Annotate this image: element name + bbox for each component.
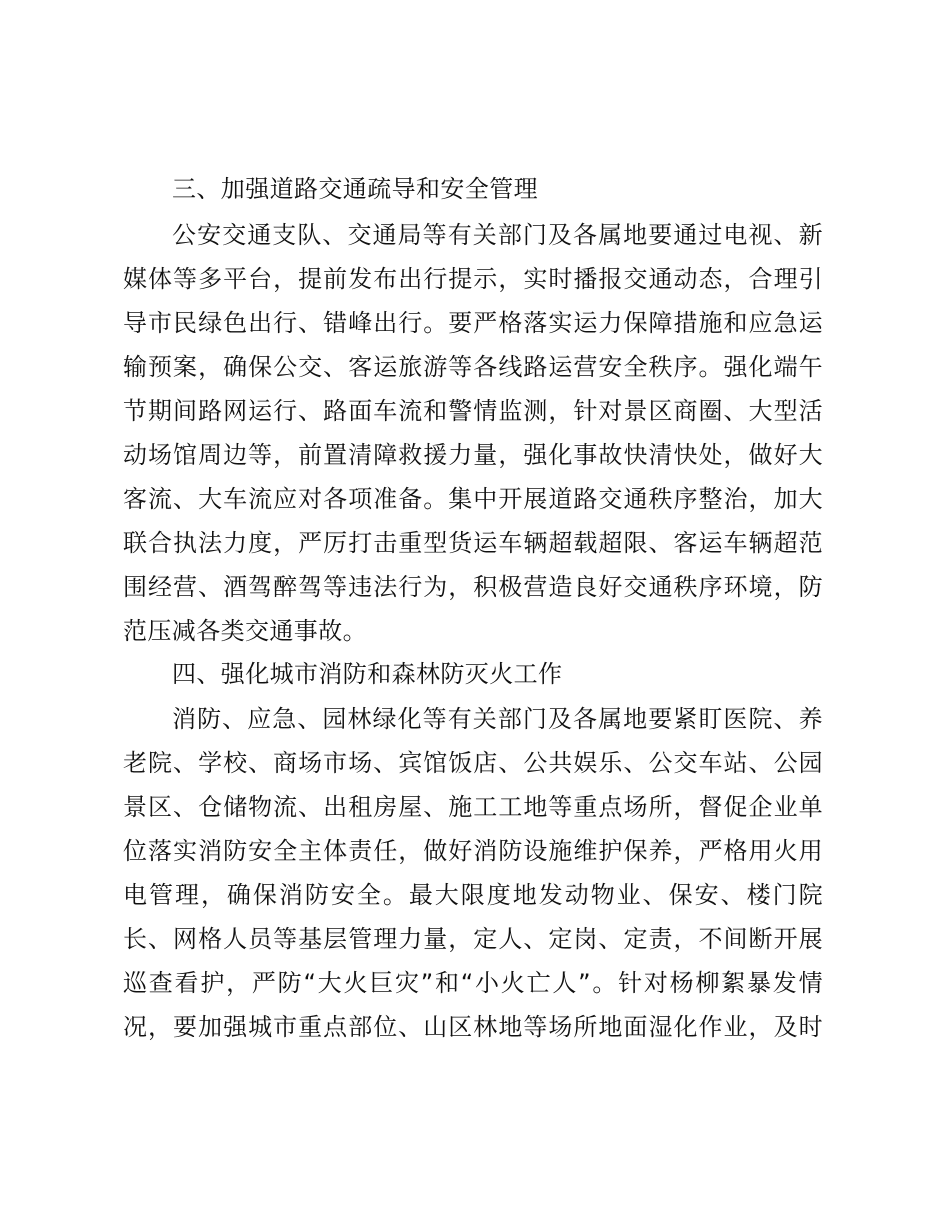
paragraph-line: 媒体等多平台，提前发布出行提示，实时播报交通动态，合理引 <box>123 265 823 293</box>
paragraph-line: 范压减各类交通事故。 <box>123 617 367 645</box>
paragraph-line: 围经营、酒驾醉驾等违法行为，积极营造良好交通秩序环境，防 <box>123 573 823 601</box>
paragraph-line: 公安交通支队、交通局等有关部门及各属地要通过电视、新 <box>172 221 823 249</box>
paragraph-line: 导市民绿色出行、错峰出行。要严格落实运力保障措施和应急运 <box>123 309 823 337</box>
paragraph-line: 消防、应急、园林绿化等有关部门及各属地要紧盯医院、养 <box>172 705 823 733</box>
paragraph-line: 位落实消防安全主体责任，做好消防设施维护保养，严格用火用 <box>123 837 823 865</box>
section-4-heading: 四、强化城市消防和森林防灭火工作 <box>172 660 563 688</box>
paragraph-line: 客流、大车流应对各项准备。集中开展道路交通秩序整治，加大 <box>123 485 823 513</box>
paragraph-line: 动场馆周边等，前置清障救援力量，强化事故快清快处，做好大 <box>123 441 823 469</box>
paragraph-line: 节期间路网运行、路面车流和警情监测，针对景区商圈、大型活 <box>123 397 823 425</box>
paragraph-line: 景区、仓储物流、出租房屋、施工工地等重点场所，督促企业单 <box>123 793 823 821</box>
paragraph-line: 输预案，确保公交、客运旅游等各线路运营安全秩序。强化端午 <box>123 353 823 381</box>
section-3-heading: 三、加强道路交通疏导和安全管理 <box>172 175 538 203</box>
paragraph-line: 联合执法力度，严厉打击重型货运车辆超载超限、客运车辆超范 <box>123 529 823 557</box>
paragraph-line: 况，要加强城市重点部位、山区林地等场所地面湿化作业，及时 <box>123 1013 823 1041</box>
paragraph-line: 老院、学校、商场市场、宾馆饭店、公共娱乐、公交车站、公园 <box>123 749 823 777</box>
paragraph-line: 巡查看护，严防“大火巨灾”和“小火亡人”。针对杨柳絮暴发情 <box>123 969 823 997</box>
paragraph-line: 电管理，确保消防安全。最大限度地发动物业、保安、楼门院 <box>123 881 823 909</box>
paragraph-line: 长、网格人员等基层管理力量，定人、定岗、定责，不间断开展 <box>123 925 823 953</box>
